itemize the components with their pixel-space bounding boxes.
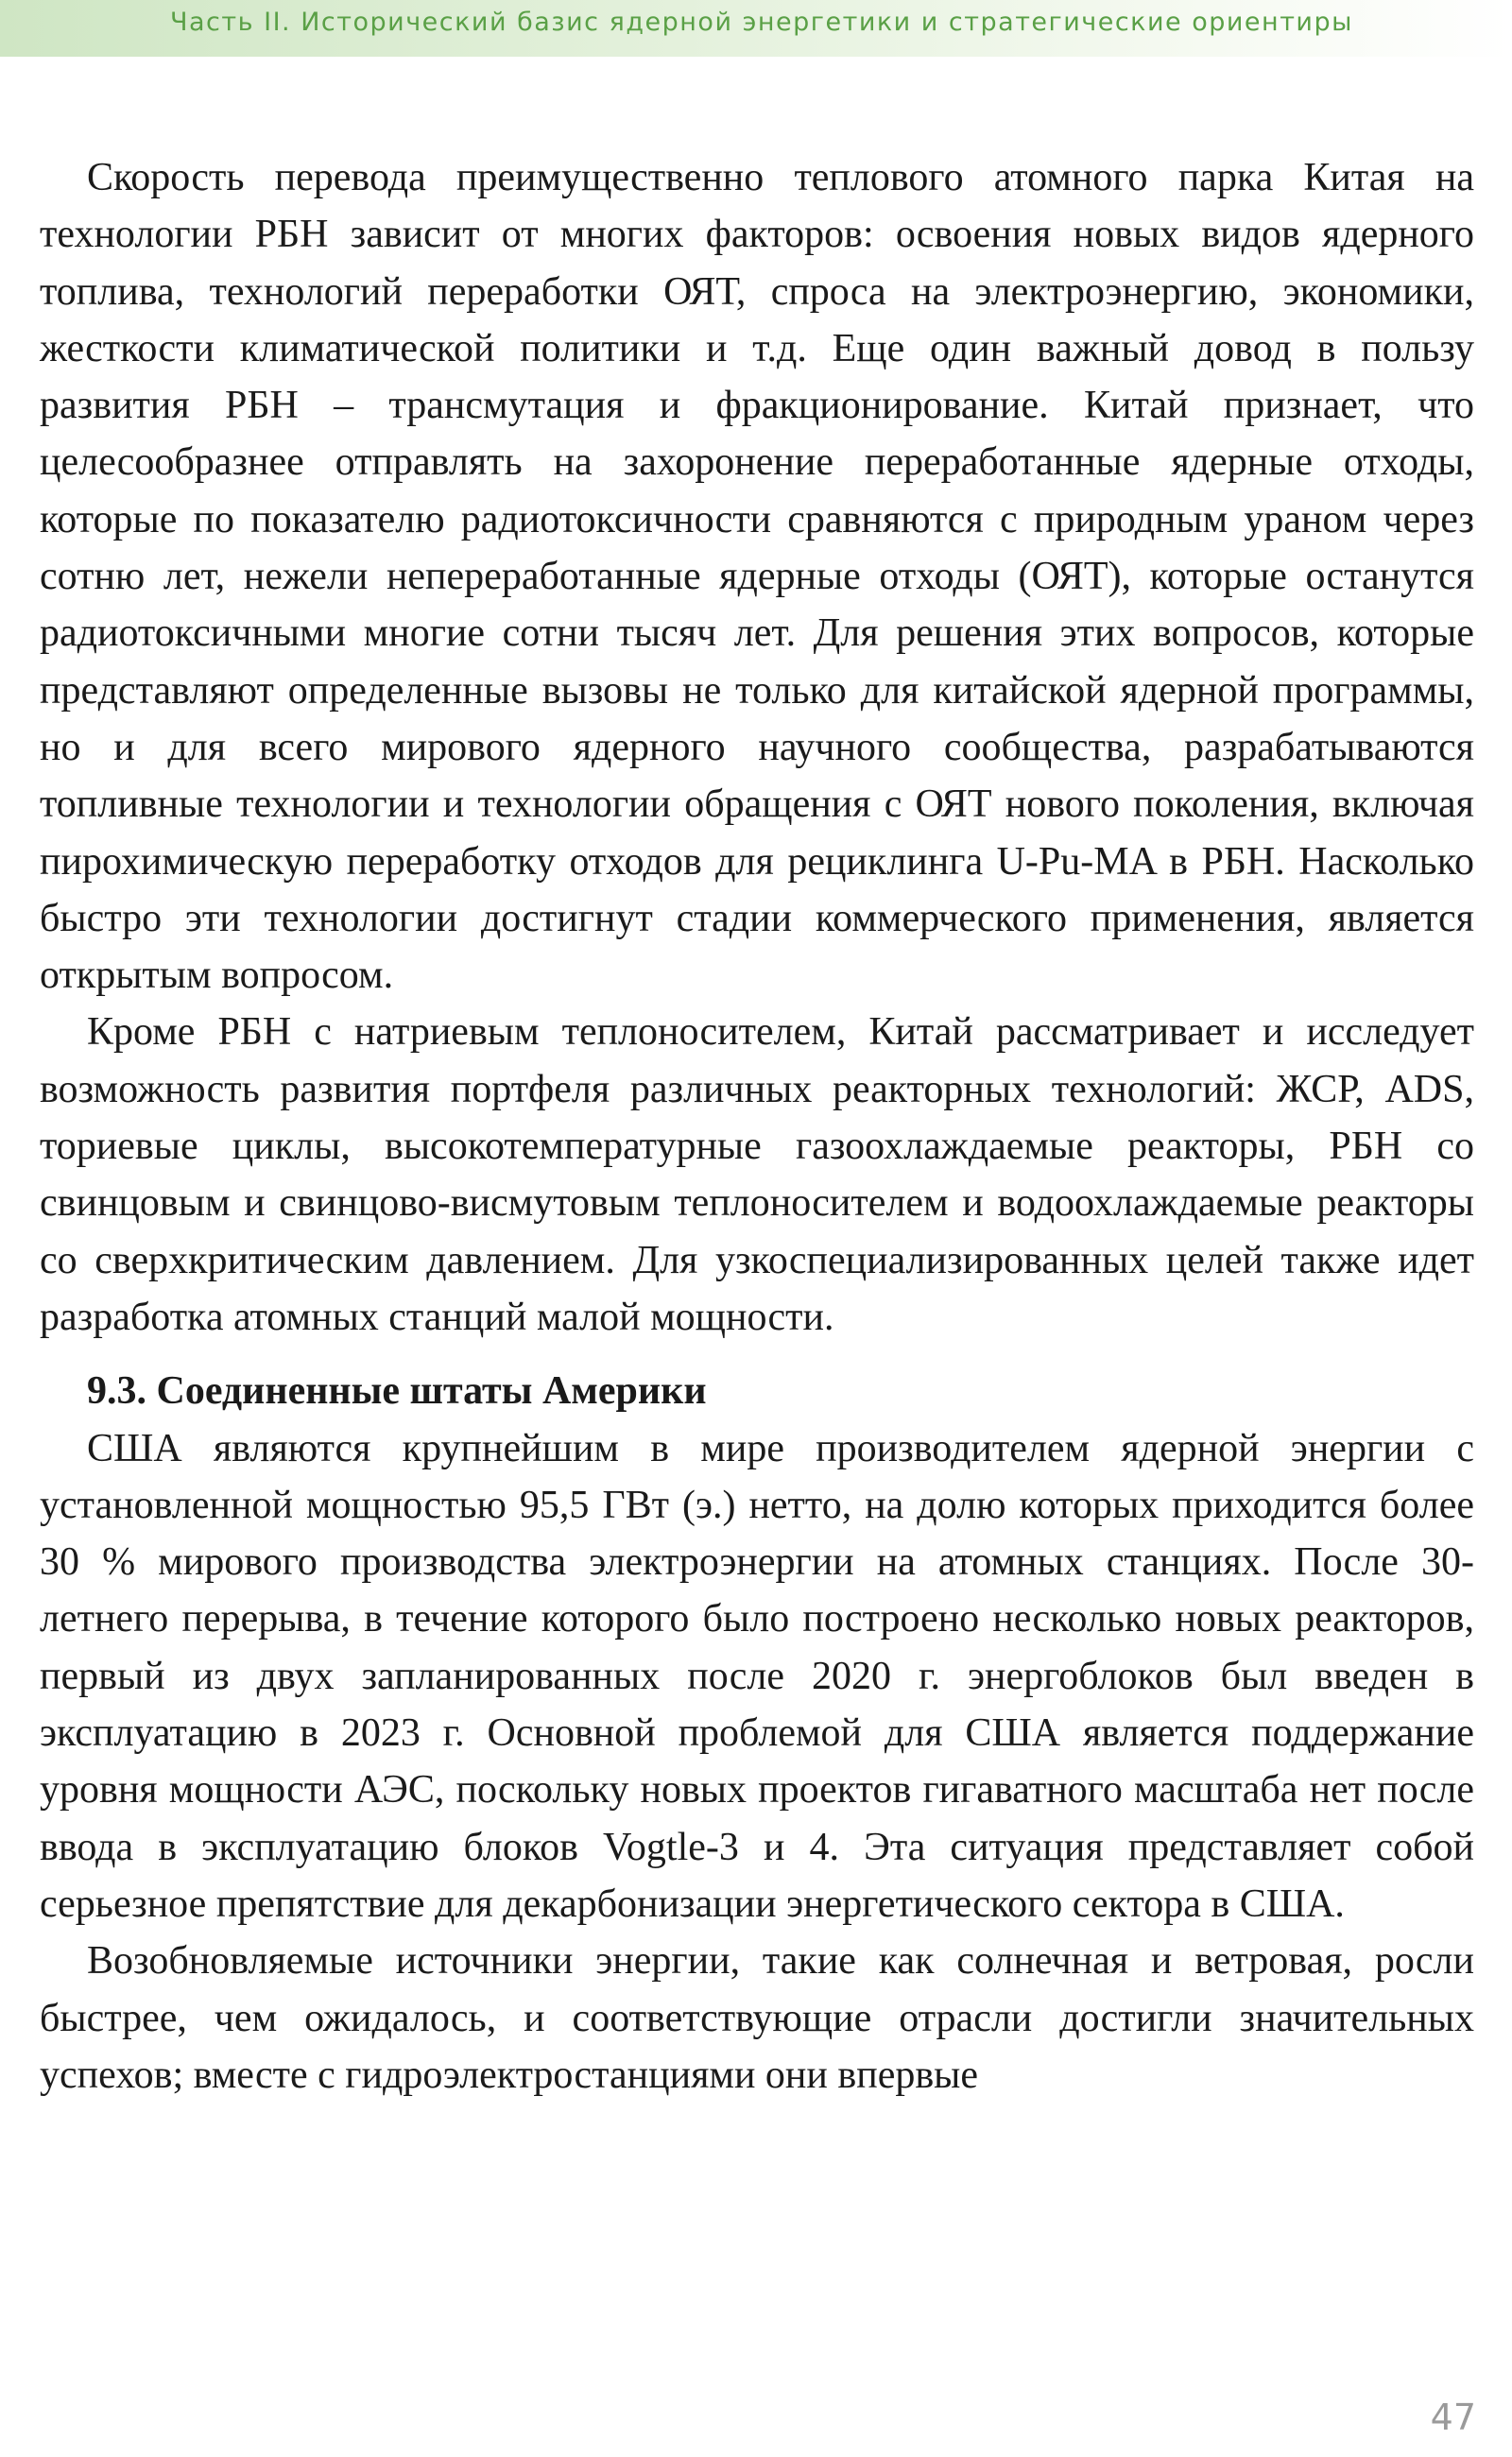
paragraph-usa-renewables: Возобновляемые источники энергии, такие как солнечная и ветровая, росли быстрее, чем ожидалось, и соответствующие отрасли достигли значительных успехов; вместе с гидроэлектростанциями они впервые — [40, 1939, 1474, 2097]
page-number: 47 — [1430, 2397, 1476, 2438]
paragraph-china-reactor-portfolio: Кроме РБН с натриевым теплоносителем, Китай рассматривает и исследует возможность развития портфеля различных реакторных технологий: ЖСР, ADS, ториевые циклы, высокотемпературные газоохлаждаемые реакторы, РБН со свинцовым и свинцово-висмутовым теплоносителем и водоохлаждаемые реакторы со сверхкритическим давлением. Для узкоспециализированных целей также идет разработка атомных станций малой мощности. — [40, 1010, 1474, 1339]
running-header-title: Часть II. Исторический базис ядерной энергетики и стратегические ориентиры — [170, 8, 1353, 37]
running-header — [0, 0, 1512, 57]
paragraph-usa-nuclear-capacity: США являются крупнейшим в мире производителем ядерной энергии с установленной мощностью 95,5 ГВт (э.) нетто, на долю которых приходится более 30 % мирового производства электроэнергии на атомных станциях. После 30-летнего перерыва, в течение которого было построено несколько новых реакторов, первый из двух запланированных после 2020 г. энергоблоков был введен в эксплуатацию в 2023 г. Основной проблемой для США является поддержание уровня мощности АЭС, поскольку новых проектов гигаватного масштаба нет после ввода в эксплуатацию блоков Vogtle-3 и 4. Эта ситуация представляет собой серьезное препятствие для декарбонизации энергетического сектора в США. — [40, 1426, 1474, 1926]
paragraph-china-fast-reactors: Скорость перевода преимущественно теплового атомного парка Китая на технологии РБН зависит от многих факторов: освоения новых видов ядерного топлива, технологий переработки ОЯТ, спроса на электроэнергию, экономики, жесткости климатической политики и т.д. Еще один важный довод в пользу развития РБН – трансмутация и фракционирование. Китай признает, что целесообразнее отправлять на захоронение переработанные ядерные отходы, которые по показателю радиотоксичности сравняются с природным ураном через сотню лет, нежели непереработанные ядерные отходы (ОЯТ), которые останутся радиотоксичными многие сотни тысяч лет. Для решения этих вопросов, которые представляют определенные вызовы не только для китайской ядерной программы, но и для всего мирового ядерного научного сообщества, разрабатываются топливные технологии и технологии обращения с ОЯТ нового поколения, включая пирохимическую переработку отходов для рециклинга U-Pu-MA в РБН. Насколько быстро эти технологии достигнут стадии коммерческого применения, является открытым вопросом. — [40, 156, 1474, 998]
section-heading-usa: 9.3. Соединенные штаты Америки — [87, 1369, 707, 1414]
page-body — [40, 149, 1474, 2104]
